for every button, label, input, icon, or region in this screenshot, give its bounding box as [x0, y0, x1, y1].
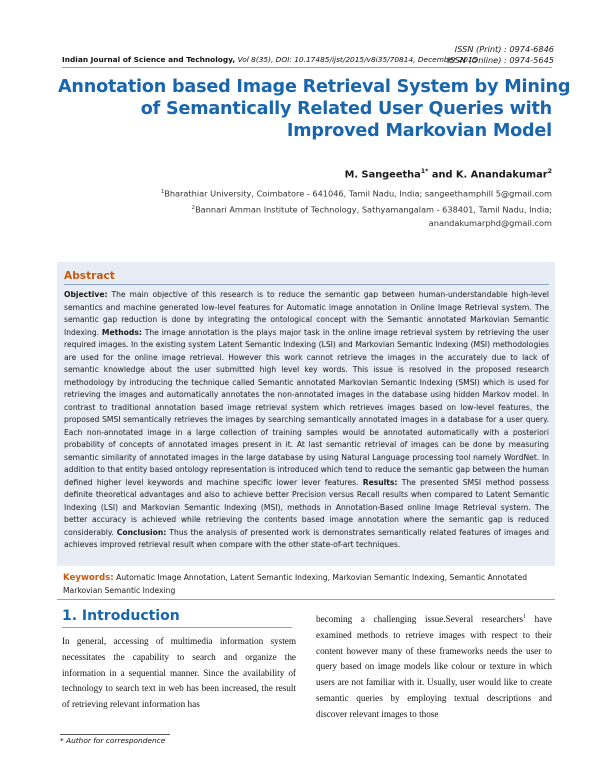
article-title	[58, 76, 571, 142]
author-1: M. Sangeetha	[344, 169, 421, 181]
title-line-3: Improved Markovian Model	[286, 121, 552, 141]
introduction-right-column: becoming a challenging issue.Several researchers$^1$ have examined methods to retrieve images with respect to their content however many of these frameworks needs the user to query based on image models like colour or texture in which users are not familiar with it. Usually, user would like to create semantic queries by employing textual descriptions and discover relevant images to those	[316, 614, 552, 719]
methods-text: The image annotation is the plays major task in the online image retrieval system by retrieving the user required images. In the existing system Latent Semantic Indexing (LSI) and Markovian Semantic Indexing (MSI) methodologies are used for the online image retrieval. However this work cannot retrieve the images in the accurately due to lack of semantic knowledge about the user submitted high level key words. This issue is resolved in the proposed research methodology by introducing the technique called Semantic annotated Markovian Semantic Indexing (SMSI) which is used for retrieving the images and automatically annotates the non-annotated images in the database using hidden Markov model. In contrast to traditional annotation based image retrieval system which retrieves images based on low-level features, the proposed SMSI semantically retrieves the images by searching semantically annotated images in a database for a user query. Each non-annotated image in a large collection of training samples would be annotated automatically with a posteriori probability of concepts of annotated images present in it. At last semantic retrieval of images can be done by measuring semantic similarity of annotated images in the large database by using Natural Language processing tool namely WordNet. In addition to that entity based ontology representation is introduced which tend to reduce the semantic gap between the human defined higher level keywords and machine specific lower lever features.	[64, 327, 549, 487]
introduction-rule	[62, 627, 292, 628]
issn-print: ISSN (Print) : 0974-6846	[454, 44, 554, 54]
affiliation-2-email: anandakumarphd@gmail.com	[428, 218, 552, 229]
abstract-heading: Abstract	[64, 270, 115, 282]
keywords	[63, 572, 545, 596]
keywords-rule	[57, 599, 555, 600]
affiliation-2: $^2$Bannari Amman Institute of Technology, Sathyamangalam - 638401, Tamil Nadu, India;	[191, 204, 552, 215]
conclusion-text: Thus the analysis of presented work is demonstrates semantically related features of images and achieves improved retrieval result when compare with the other state-of-art techniques.	[64, 527, 549, 549]
title-line-2: of Semantically Related User Queries with	[140, 99, 552, 119]
keywords-label: Keywords:	[63, 573, 114, 583]
objective-text: The main objective of this research is to reduce the semantic gap between human-understandable high-level semantics and machine generated low-level features for Automatic image annotation in Online Image Retrieval system. The semantic gap reduction is done by integrating the ontological concept with the Semantic annotated Markovian Semantic Indexing.	[64, 290, 549, 337]
authors	[345, 167, 552, 180]
results-label: Results:	[362, 477, 398, 487]
abstract-body	[64, 289, 549, 552]
header-rule	[62, 67, 552, 68]
citation-1: 1	[523, 614, 527, 620]
methods-label: Methods:	[101, 327, 142, 337]
issn-online: ISSN (Online) : 0974-5645	[447, 55, 554, 65]
journal-name: Indian Journal of Science and Technology,	[62, 55, 236, 64]
abstract-rule	[64, 284, 549, 285]
affiliations	[161, 186, 552, 231]
affiliation-1: $^1$Bharathiar University, Coimbatore - 641046, Tamil Nadu, India; sangeethamphill 5@gmail.com	[160, 188, 552, 199]
introduction-left-column: In general, accessing of multimedia information system necessitates the capability to search and organize the information in a sequential manner. Since the availability of technology to search text in web has been increased, the result of retrieving relevant information has	[62, 636, 296, 710]
objective-label: Objective:	[64, 290, 108, 299]
conclusion-label: Conclusion:	[116, 527, 167, 537]
author-1-sup: 1*	[420, 167, 429, 175]
title-line-1: Annotation based Image Retrieval System by Mining	[58, 77, 571, 97]
results-text: The presented SMSI method possess definite theoretical advantages and also to achieve better Precision versus Recall results when compared to Latent Semantic Indexing (LSI) and Markovian Semantic Indexing (MSI), methods in Annotation-Based online Image Retrieval system. The better accuracy is achieved while retrieving the contents based image annotation where the semantic gap is reduced considerably.	[64, 477, 549, 537]
keywords-text: Automatic Image Annotation, Latent Semantic Indexing, Markovian Semantic Indexing, Semantic Annotated Markovian Semantic Indexing	[63, 573, 528, 595]
introduction-heading: 1. Introduction	[62, 608, 180, 624]
author-2: and K. Anandakumar	[428, 169, 548, 181]
author-2-sup: 2	[547, 167, 552, 175]
journal-citation	[62, 55, 552, 64]
footnote-rule	[60, 734, 170, 735]
journal-meta: Vol 8(35), DOI: 10.17485/ijst/2015/v8i35/70814, December 2015	[235, 55, 478, 64]
footnote: * Author for correspondence	[60, 736, 166, 745]
